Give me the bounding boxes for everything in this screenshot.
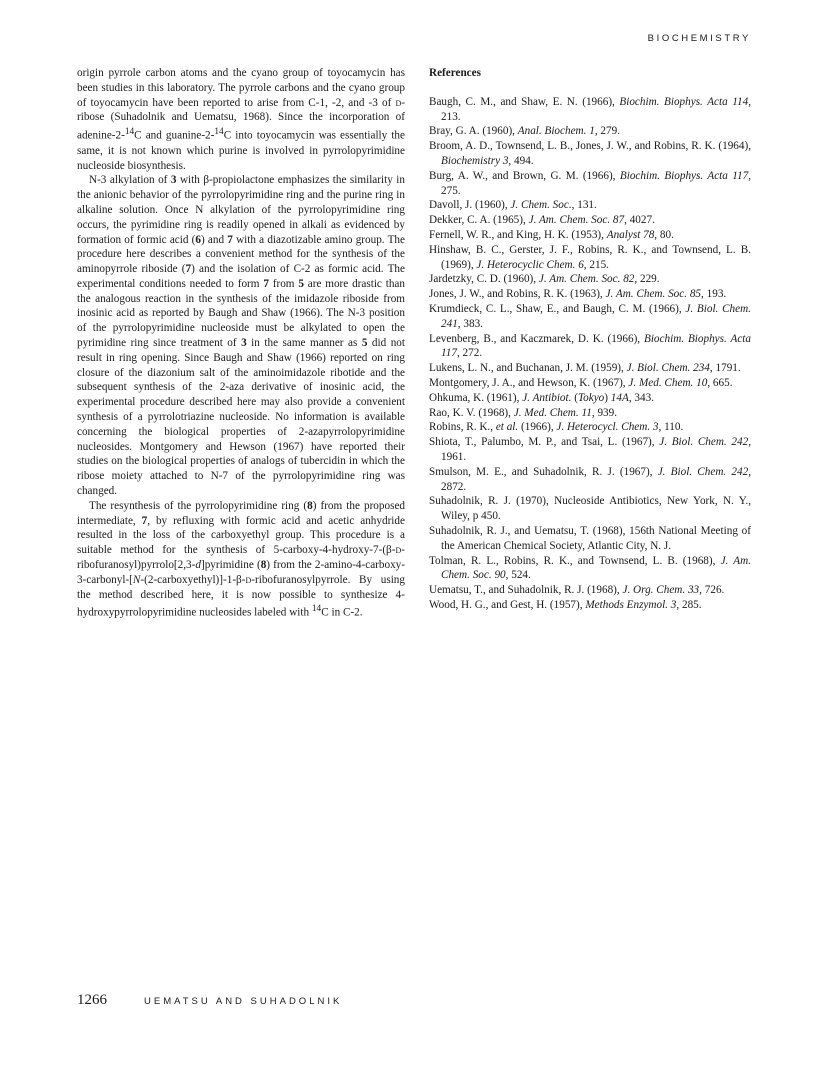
reference-item: Burg, A. W., and Brown, G. M. (1966), Biochim. Biophys. Acta 117, 275. xyxy=(429,169,751,197)
reference-item: Baugh, C. M., and Shaw, E. N. (1966), Biochim. Biophys. Acta 114, 213. xyxy=(429,95,751,123)
reference-item: Hinshaw, B. C., Gerster, J. F., Robins, R. K., and Townsend, L. B. (1969), J. Heterocyclic Chem. 6, 215. xyxy=(429,243,751,271)
reference-item: Broom, A. D., Townsend, L. B., Jones, J. W., and Robins, R. K. (1964), Biochemistry 3, 494. xyxy=(429,140,751,167)
footer-authors: UEMATSU AND SUHADOLNIK xyxy=(144,996,343,1007)
reference-item: Jardetzky, C. D. (1960), J. Am. Chem. Soc. 82, 229. xyxy=(429,273,660,286)
reference-list xyxy=(429,95,751,613)
body-paragraph: N-3 alkylation of 3 with β-propiolactone emphasizes the similarity in the anionic behavior of the pyrrolopyrimidine ring and the purine ring in alkaline solution. Once N alkylation of the pyrrolopyrimidine ring occurs, the pyrimidine ring is readily opened in alkali as evidenced by formation of formic acid (6) and 7 with a diazotizable amino group. The procedure here describes a convenient method for the synthesis of the aminopyrrole riboside (7) and the isolation of C-2 as formic acid. The experimental conditions needed to form 7 from 5 are more drastic than the analogous reaction in the synthesis of the imidazole riboside from inosinic acid as reported by Baugh and Shaw (1966). The N-3 position of the pyrrolopyrimidine nucleoside must be alkylated to open the pyrimidine ring since treatment of 3 in the same manner as 5 did not result in ring opening. Since Baugh and Shaw (1966) reported on ring closure of the diazonium salt of the aminoimidazole ribotide and the subsequent synthesis of the 2-aza derivative of inosinic acid, the experimental procedure described here may also provide a convenient synthesis of a pyrrolotriazine nucleoside. No information is available concerning the biological properties of 2-azapyrrolopyrimidine nucleosides. Montgomery and Hewson (1967) have reported their studies on the biological properties of analogs of tubercidin in which the ribose moiety attached to N-7 of the pyrrolopyrimidine ring was changed. xyxy=(77,174,405,498)
reference-item: Suhadolnik, R. J. (1970), Nucleoside Antibiotics, New York, N. Y., Wiley, p 450. xyxy=(429,495,751,523)
page-number: 1266 xyxy=(77,992,107,1008)
running-head: BIOCHEMISTRY xyxy=(647,33,751,44)
references-heading: References xyxy=(429,67,481,79)
reference-item: Fernell, W. R., and King, H. K. (1953), Analyst 78, 80. xyxy=(429,228,674,241)
reference-item: Dekker, C. A. (1965), J. Am. Chem. Soc. 87, 4027. xyxy=(429,214,655,227)
references-column xyxy=(429,66,751,613)
reference-item: Shiota, T., Palumbo, M. P., and Tsai, L. (1967), J. Biol. Chem. 242, 1961. xyxy=(429,436,751,463)
reference-item: Jones, J. W., and Robins, R. K. (1963), J. Am. Chem. Soc. 85, 193. xyxy=(429,288,727,301)
reference-item: Smulson, M. E., and Suhadolnik, R. J. (1967), J. Biol. Chem. 242, 2872. xyxy=(429,465,751,493)
body-text-column xyxy=(77,66,405,621)
reference-item: Rao, K. V. (1968), J. Med. Chem. 11, 939. xyxy=(429,406,618,419)
reference-item: Ohkuma, K. (1961), J. Antibiot. (Tokyo) 14A, 343. xyxy=(429,391,654,404)
reference-item: Robins, R. K., et al. (1966), J. Heterocycl. Chem. 3, 110. xyxy=(429,421,684,434)
reference-item: Davoll, J. (1960), J. Chem. Soc., 131. xyxy=(429,199,597,212)
reference-item: Wood, H. G., and Gest, H. (1957), Methods Enzymol. 3, 285. xyxy=(429,598,702,611)
reference-item: Suhadolnik, R. J., and Uematsu, T. (1968), 156th National Meeting of the American Chemical Society, Atlantic City, N. J. xyxy=(429,524,751,552)
reference-item: Uematsu, T., and Suhadolnik, R. J. (1968), J. Org. Chem. 33, 726. xyxy=(429,584,725,597)
reference-item: Levenberg, B., and Kaczmarek, D. K. (1966), Biochim. Biophys. Acta 117, 272. xyxy=(429,332,751,360)
reference-item: Tolman, R. L., Robins, R. K., and Townsend, L. B. (1968), J. Am. Chem. Soc. 90, 524. xyxy=(429,554,751,582)
body-paragraph: origin pyrrole carbon atoms and the cyano group of toyocamycin has been studies in this laboratory. The pyrrole carbons and the cyano group of toyocamycin have been reported to arise from C-1, -2, and -3 of d-ribose (Suhadolnik and Uematsu, 1968). Since the incorporation of adenine-2-$^{14}$C and guanine-2-$^{14}$C into toyocamycin was essentially the same, it is not known which purine is involved in pyrrolopyrimidine nucleoside biosynthesis. xyxy=(77,67,405,172)
reference-item: Krumdieck, C. L., Shaw, E., and Baugh, C. M. (1966), J. Biol. Chem. 241, 383. xyxy=(429,302,751,330)
reference-item: Montgomery, J. A., and Hewson, K. (1967), J. Med. Chem. 10, 665. xyxy=(429,376,733,389)
reference-item: Bray, G. A. (1960), Anal. Biochem. 1, 279. xyxy=(429,125,620,138)
body-paragraph: The resynthesis of the pyrrolopyrimidine ring (8) from the proposed intermediate, 7, by refluxing with formic acid and acetic anhydride resulted in the loss of the carboxyethyl group. This procedure is a suitable method for the synthesis of 5-carboxy-4-hydroxy-7-(β-d-ribofuranosyl)pyrrolo[2,3-d]pyrimidine (8) from the 2-amino-4-carboxy-3-carbonyl-[N-(2-carboxyethyl)]-1-β-d-ribofuranosylpyrrole. By using the method described here, it is now possible to synthesize 4-hydroxypyrrolopyrimidine nucleosides labeled with $^{14}$C in C-2. xyxy=(77,499,405,620)
reference-item: Lukens, L. N., and Buchanan, J. M. (1959), J. Biol. Chem. 234, 1791. xyxy=(429,362,741,375)
